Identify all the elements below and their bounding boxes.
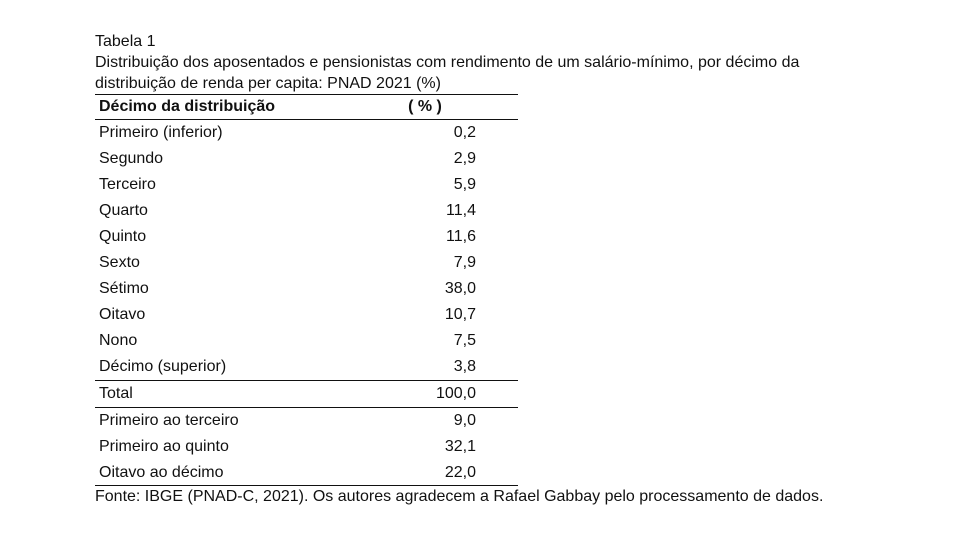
row-value: 7,9 — [453, 254, 476, 271]
row-value: 38,0 — [444, 280, 476, 297]
table-row — [95, 120, 518, 147]
row-value: 5,9 — [453, 176, 476, 193]
row-label: Primeiro (inferior) — [99, 124, 223, 141]
row-value: 0,2 — [453, 124, 476, 141]
row-label: Sétimo — [99, 280, 149, 297]
row-label: Sexto — [99, 254, 140, 271]
table-row — [95, 276, 518, 302]
document-page — [95, 31, 895, 507]
table-header-row — [95, 95, 518, 120]
table-aggregate-row — [95, 434, 518, 460]
data-table — [95, 94, 518, 486]
table-label: Tabela 1 — [95, 33, 156, 50]
row-value: 10,7 — [444, 306, 476, 323]
row-label: Oitavo — [99, 306, 146, 323]
column-header-decile: Décimo da distribuição — [95, 95, 352, 120]
table-source-note: Fonte: IBGE (PNAD-C, 2021). Os autores agradecem a Rafael Gabbay pelo processamento de dados. — [95, 488, 824, 505]
row-label: Quarto — [99, 202, 148, 219]
table-row — [95, 224, 518, 250]
row-label: Nono — [99, 332, 138, 349]
table-row — [95, 146, 518, 172]
aggregate-label: Oitavo ao décimo — [95, 460, 352, 486]
table-row — [95, 172, 518, 198]
aggregate-value: 22,0 — [352, 460, 518, 486]
row-value: 7,5 — [453, 332, 476, 349]
table-row — [95, 328, 518, 354]
row-value: 2,9 — [453, 150, 476, 167]
table-row — [95, 250, 518, 276]
table-title-line-2: distribuição de renda per capita: PNAD 2021 (%) — [95, 75, 441, 92]
table-total-row — [95, 381, 518, 408]
table-row — [95, 198, 518, 224]
total-label: Total — [95, 381, 352, 408]
row-label: Décimo (superior) — [99, 358, 227, 375]
row-label: Terceiro — [99, 176, 156, 193]
aggregate-label: Primeiro ao quinto — [99, 438, 229, 455]
aggregate-label: Primeiro ao terceiro — [99, 412, 239, 429]
row-label: Segundo — [99, 150, 164, 167]
table-title-line-1: Distribuição dos aposentados e pensionistas com rendimento de um salário-mínimo, por décimo da — [95, 54, 800, 71]
row-value: 3,8 — [453, 358, 476, 375]
table-aggregate-row — [95, 408, 518, 435]
total-value: 100,0 — [352, 381, 518, 408]
table-row — [95, 354, 518, 381]
table-row — [95, 302, 518, 328]
row-value: 11,4 — [446, 202, 476, 219]
table-aggregate-row — [95, 460, 518, 486]
row-value: 11,6 — [446, 228, 476, 245]
aggregate-value: 9,0 — [453, 412, 476, 429]
row-label: Quinto — [99, 228, 147, 245]
column-header-percent: ( % ) — [352, 95, 518, 120]
aggregate-value: 32,1 — [444, 438, 476, 455]
